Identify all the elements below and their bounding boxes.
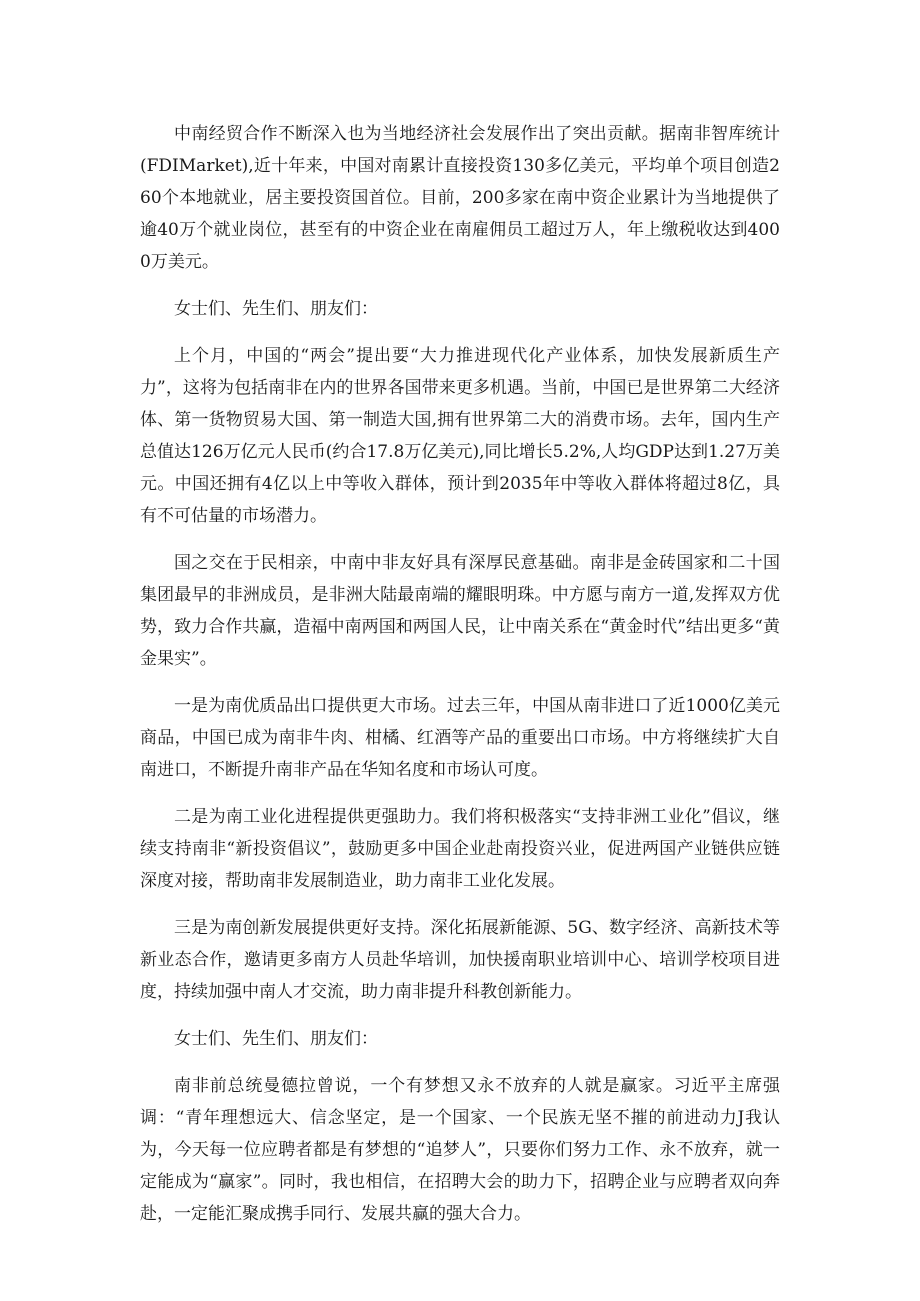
- paragraph-salutation: 女士们、先生们、朋友们：: [174, 299, 378, 319]
- paragraph-point-two-industrialization: 二是为南工业化进程提供更强助力。我们将积极落实“支持非洲工业化”倡议，继续支持南非“新投资倡议”，鼓励更多中国企业赴南投资兴业，促进两国产业链供应链深度对接，帮助南非发展制造业，助力南非工业化发展。: [140, 807, 780, 891]
- paragraph-closing: 南非前总统曼德拉曾说，一个有梦想又永不放弃的人就是赢家。习近平主席强调：“青年理想远大、信念坚定，是一个国家、一个民族无坚不摧的前进动力J我认为，今天每一位应聘者都是有梦想的“追梦人”，只要你们努力工作、永不放弃，就一定能成为“赢家”。同时，我也相信，在招聘大会的助力下，招聘企业与应聘者双向奔赴，一定能汇聚成携手同行、发展共赢的强大合力。: [140, 1076, 780, 1224]
- paragraph-point-one-market: 一是为南优质品出口提供更大市场。过去三年，中国从南非进口了近1000亿美元商品，中国已成为南非牛肉、柑橘、红酒等产品的重要出口市场。中方将继续扩大自南进口，不断提升南非产品在华知名度和市场认可度。: [140, 696, 780, 780]
- paragraph-friendship: 国之交在于民相亲，中南中非友好具有深厚民意基础。南非是金砖国家和二十国集团最早的非洲成员，是非洲大陆最南端的耀眼明珠。中方愿与南方一道,发挥双方优势，致力合作共赢，造福中南两国和两国人民，让中南关系在“黄金时代”结出更多“黄金果实”。: [140, 553, 780, 669]
- paragraph-investment-contribution: 中南经贸合作不断深入也为当地经济社会发展作出了突出贡献。据南非智库统计(FDIMarket),近十年来，中国对南累计直接投资130多亿美元，平均单个项目创造260个本地就业，居主要投资国首位。目前，200多家在南中资企业累计为当地提供了逾40万个就业岗位，甚至有的中资企业在南雇佣员工超过万人，年上缴税收达到4000万美元。: [140, 124, 780, 272]
- paragraph-point-three-innovation: 三是为南创新发展提供更好支持。深化拓展新能源、5G、数字经济、高新技术等新业态合作，邀请更多南方人员赴华培训，加快援南职业培训中心、培训学校项目进度，持续加强中南人才交流，助力南非提升科教创新能力。: [140, 918, 780, 1002]
- document-body: [140, 118, 780, 1245]
- paragraph-salutation-second: 女士们、先生们、朋友们：: [174, 1029, 378, 1049]
- paragraph-china-economy: 上个月，中国的“两会”提出要“大力推进现代化产业体系，加快发展新质生产力”，这将为包括南非在内的世界各国带来更多机遇。当前，中国已是世界第二大经济体、第一货物贸易大国、第一制造大国,拥有世界第二大的消费市场。去年，国内生产总值达126万亿元人民币(约合17.8万亿美元),同比增长5.2%,人均GDP达到1.27万美元。中国还拥有4亿以上中等收入群体，预计到2035年中等收入群体将超过8亿，具有不可估量的市场潜力。: [140, 346, 780, 526]
